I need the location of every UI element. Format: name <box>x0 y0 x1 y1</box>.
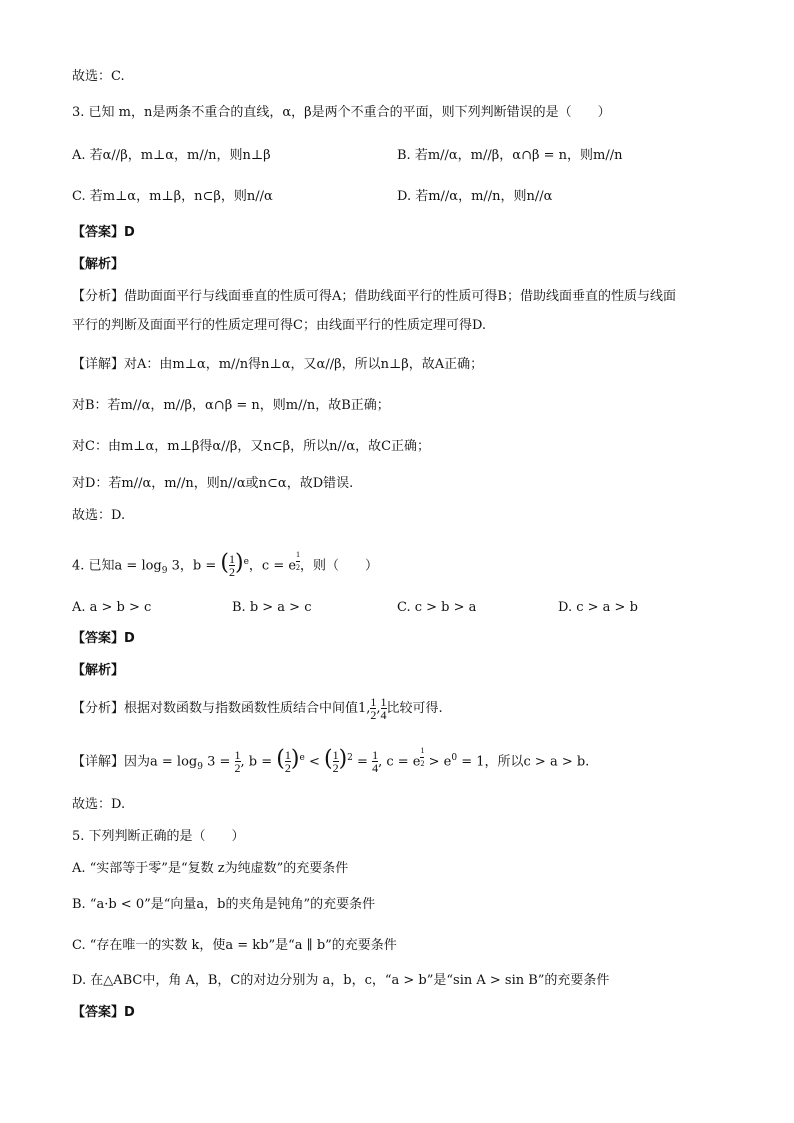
fraction-one-half: $\frac{1}{2}$ <box>228 552 235 580</box>
q3-detail-c: 对C：由m⊥α，m⊥β得α//β，又n⊂β，所以n//α，故C正确； <box>72 439 431 454</box>
q3-detail-d: 对D：若m//α，m//n，则n//α或n⊂α，故D错误. <box>72 476 354 491</box>
q4-option-c: C. c > b > a <box>397 600 477 615</box>
q4-stem: 4. 已知$a = \log_9 3$，b = ( $\frac{1}{2}$ )$^e$，c = e $^{\frac{1}{2}}$ ，则（ ） <box>72 549 379 580</box>
fraction-one-quarter: $\frac{1}{4}$ <box>380 695 387 722</box>
q4-option-a: A. a > b > c <box>72 600 152 615</box>
q3-detail-a: 【详解】对A：由m⊥α，m//n得n⊥α，又α//β，所以n⊥β，故A正确； <box>72 357 484 372</box>
q5-option-a: A. “实部等于零”是“复数 z为纯虚数”的充要条件 <box>72 861 349 876</box>
q4-detail: 【详解】因为$a = \log_9 3$ = $\frac{1}{2}$ , b = ( $\frac{1}{2}$ )$^e$ < ( $\frac{1}{2}$ )$^2$ = $\frac{1}{4}$ , c = e $^{\frac{1}{2}}$ > $e^0 = 1$，所以c > a > b. <box>72 745 590 776</box>
q5-option-c: C. “存在唯一的实数 k，使a = kb”是“a ∥ b”的充要条件 <box>72 938 397 953</box>
q4-answer: 【答案】D <box>72 631 135 646</box>
q4-analysis-heading: 【解析】 <box>72 663 125 678</box>
q5-option-d: D. 在△ABC中，角 A，B，C的对边分别为 a，b，c，“a > b”是“sin A > sin B”的充要条件 <box>72 973 610 988</box>
q3-stem: 3. 已知 m，n是两条不重合的直线，α，β是两个不重合的平面，则下列判断错误的是（ ） <box>72 105 611 120</box>
q4-fenxi: 【分析】根据对数函数与指数函数性质结合中间值1, $\frac{1}{2}$ , $\frac{1}{4}$ 比较可得. <box>72 695 443 722</box>
fraction-one-half: $\frac{1}{2}$ <box>370 695 377 722</box>
fraction-exp-half: 1 2 <box>296 549 301 572</box>
q3-analysis-heading: 【解析】 <box>72 257 125 272</box>
q4-option-b: B. b > a > c <box>232 600 312 615</box>
q3-option-a: A. 若α//β，m⊥α，m//n，则n⊥β <box>72 148 271 163</box>
q5-option-b: B. “a·b < 0”是“向量a，b的夹角是钝角”的充要条件 <box>72 897 376 912</box>
q3-option-d: D. 若m//α，m//n，则n//α <box>397 189 553 204</box>
q5-answer: 【答案】D <box>72 1005 135 1020</box>
q3-fenxi-line-1: 【分析】借助面面平行与线面垂直的性质可得A；借助线面平行的性质可得B；借助线面垂直的性质与线面 <box>72 289 676 304</box>
q3-detail-b: 对B：若m//α，m//β，α∩β = n，则m//n，故B正确； <box>72 398 390 413</box>
q3-option-b: B. 若m//α，m//β，α∩β = n，则m//n <box>397 148 623 163</box>
q2-conclusion: 故选：C. <box>72 69 125 84</box>
q5-stem: 5. 下列判断正确的是（ ） <box>72 829 245 844</box>
q3-option-c: C. 若m⊥α，m⊥β，n⊂β，则n//α <box>72 189 273 204</box>
q3-answer: 【答案】D <box>72 225 135 240</box>
q4-conclusion: 故选：D. <box>72 797 126 812</box>
q3-conclusion: 故选：D. <box>72 508 126 523</box>
q3-fenxi-line-2: 平行的判断及面面平行的性质定理可得C；由线面平行的性质定理可得D. <box>72 318 487 333</box>
q4-option-d: D. c > a > b <box>558 600 638 615</box>
